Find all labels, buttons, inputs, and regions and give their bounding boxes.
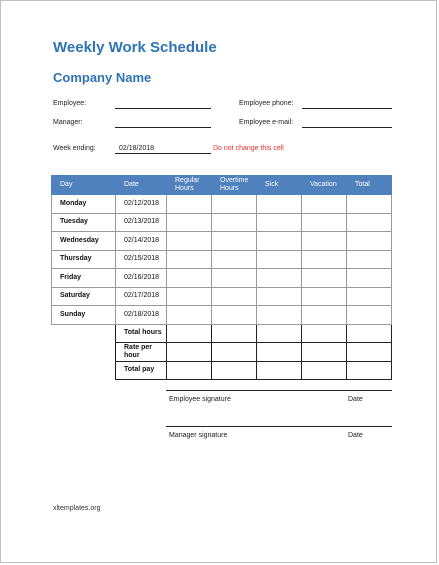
manager-field[interactable] (115, 127, 211, 128)
note-text: Do not change this cell (213, 145, 284, 152)
week-ending-value[interactable]: 02/18/2018 (119, 145, 155, 152)
regular-hours-cell[interactable] (167, 269, 212, 288)
rate-regular-cell[interactable] (167, 343, 212, 362)
vacation-cell[interactable] (302, 213, 347, 232)
employee-date-label: Date (348, 396, 363, 403)
employee-label: Employee: (53, 100, 87, 107)
day-cell: Friday (52, 269, 116, 288)
sick-cell[interactable] (257, 232, 302, 251)
total-sick-cell[interactable] (257, 324, 302, 343)
total-cell[interactable] (347, 306, 392, 325)
total-cell[interactable] (347, 195, 392, 214)
employee-phone-label: Employee phone: (239, 100, 294, 107)
rate-per-hour-label: Rate per hour (116, 343, 167, 362)
total-pay-row (52, 361, 392, 380)
week-ending-underline (115, 153, 211, 154)
overtime-hours-cell[interactable] (212, 195, 257, 214)
date-cell: 02/18/2018 (116, 306, 167, 325)
overtime-hours-cell[interactable] (212, 269, 257, 288)
total-hours-label: Total hours (116, 324, 167, 343)
total-hours-row (52, 324, 392, 343)
employee-phone-field[interactable] (302, 108, 392, 109)
manager-date-label: Date (348, 432, 363, 439)
date-cell: 02/14/2018 (116, 232, 167, 251)
table-row (52, 195, 392, 214)
employee-signature-label: Employee signature (169, 396, 231, 403)
overtime-hours-cell[interactable] (212, 250, 257, 269)
blank-cell (52, 324, 116, 343)
day-cell: Sunday (52, 306, 116, 325)
vacation-cell[interactable] (302, 195, 347, 214)
manager-signature-label: Manager signature (169, 432, 228, 439)
employee-email-field[interactable] (302, 127, 392, 128)
vacation-cell[interactable] (302, 287, 347, 306)
vacation-cell[interactable] (302, 232, 347, 251)
header-overtime-hours: Overtime Hours (212, 176, 257, 195)
rate-sick-cell[interactable] (257, 343, 302, 362)
sick-cell[interactable] (257, 306, 302, 325)
vacation-cell[interactable] (302, 250, 347, 269)
total-cell[interactable] (347, 213, 392, 232)
day-cell: Tuesday (52, 213, 116, 232)
manager-label: Manager: (53, 119, 83, 126)
page-title: Weekly Work Schedule (53, 39, 217, 56)
date-cell: 02/15/2018 (116, 250, 167, 269)
overtime-hours-cell[interactable] (212, 287, 257, 306)
overtime-hours-cell[interactable] (212, 232, 257, 251)
date-cell: 02/13/2018 (116, 213, 167, 232)
rate-total-cell[interactable] (347, 343, 392, 362)
table-row (52, 287, 392, 306)
table-row (52, 250, 392, 269)
day-cell: Thursday (52, 250, 116, 269)
header-sick: Sick (257, 176, 302, 195)
sick-cell[interactable] (257, 269, 302, 288)
sick-cell[interactable] (257, 195, 302, 214)
table-row (52, 232, 392, 251)
regular-hours-cell[interactable] (167, 213, 212, 232)
header-total: Total (347, 176, 392, 195)
total-pay-label: Total pay (116, 361, 167, 380)
regular-hours-cell[interactable] (167, 306, 212, 325)
employee-field[interactable] (115, 108, 211, 109)
regular-hours-cell[interactable] (167, 287, 212, 306)
total-cell[interactable] (347, 250, 392, 269)
sick-cell[interactable] (257, 213, 302, 232)
schedule-table (51, 175, 392, 380)
employee-email-label: Employee e-mail: (239, 119, 294, 126)
total-total-cell[interactable] (347, 324, 392, 343)
company-name: Company Name (53, 70, 152, 85)
pay-total-cell[interactable] (347, 361, 392, 380)
employee-signature-line[interactable] (166, 390, 392, 391)
header-regular-hours: Regular Hours (167, 176, 212, 195)
sick-cell[interactable] (257, 250, 302, 269)
total-cell[interactable] (347, 287, 392, 306)
total-overtime-hours-cell[interactable] (212, 324, 257, 343)
footer-site: xltemplates.org (53, 505, 101, 512)
total-regular-hours-cell[interactable] (167, 324, 212, 343)
blank-cell (52, 343, 116, 362)
table-row (52, 213, 392, 232)
vacation-cell[interactable] (302, 269, 347, 288)
rate-per-hour-row (52, 343, 392, 362)
date-cell: 02/12/2018 (116, 195, 167, 214)
overtime-hours-cell[interactable] (212, 306, 257, 325)
total-cell[interactable] (347, 269, 392, 288)
date-cell: 02/17/2018 (116, 287, 167, 306)
rate-overtime-cell[interactable] (212, 343, 257, 362)
day-cell: Saturday (52, 287, 116, 306)
date-cell: 02/16/2018 (116, 269, 167, 288)
regular-hours-cell[interactable] (167, 250, 212, 269)
table-header-row (52, 176, 392, 195)
table-row (52, 269, 392, 288)
pay-vacation-cell[interactable] (302, 361, 347, 380)
header-day: Day (52, 176, 116, 195)
sick-cell[interactable] (257, 287, 302, 306)
total-cell[interactable] (347, 232, 392, 251)
pay-overtime-cell[interactable] (212, 361, 257, 380)
day-cell: Monday (52, 195, 116, 214)
overtime-hours-cell[interactable] (212, 213, 257, 232)
regular-hours-cell[interactable] (167, 232, 212, 251)
blank-cell (52, 361, 116, 380)
manager-signature-line[interactable] (166, 426, 392, 427)
rate-vacation-cell[interactable] (302, 343, 347, 362)
pay-sick-cell[interactable] (257, 361, 302, 380)
header-vacation: Vacation (302, 176, 347, 195)
regular-hours-cell[interactable] (167, 195, 212, 214)
week-ending-label: Week ending: (53, 145, 96, 152)
pay-regular-cell[interactable] (167, 361, 212, 380)
day-cell: Wednesday (52, 232, 116, 251)
total-vacation-cell[interactable] (302, 324, 347, 343)
vacation-cell[interactable] (302, 306, 347, 325)
table-row (52, 306, 392, 325)
header-date: Date (116, 176, 167, 195)
